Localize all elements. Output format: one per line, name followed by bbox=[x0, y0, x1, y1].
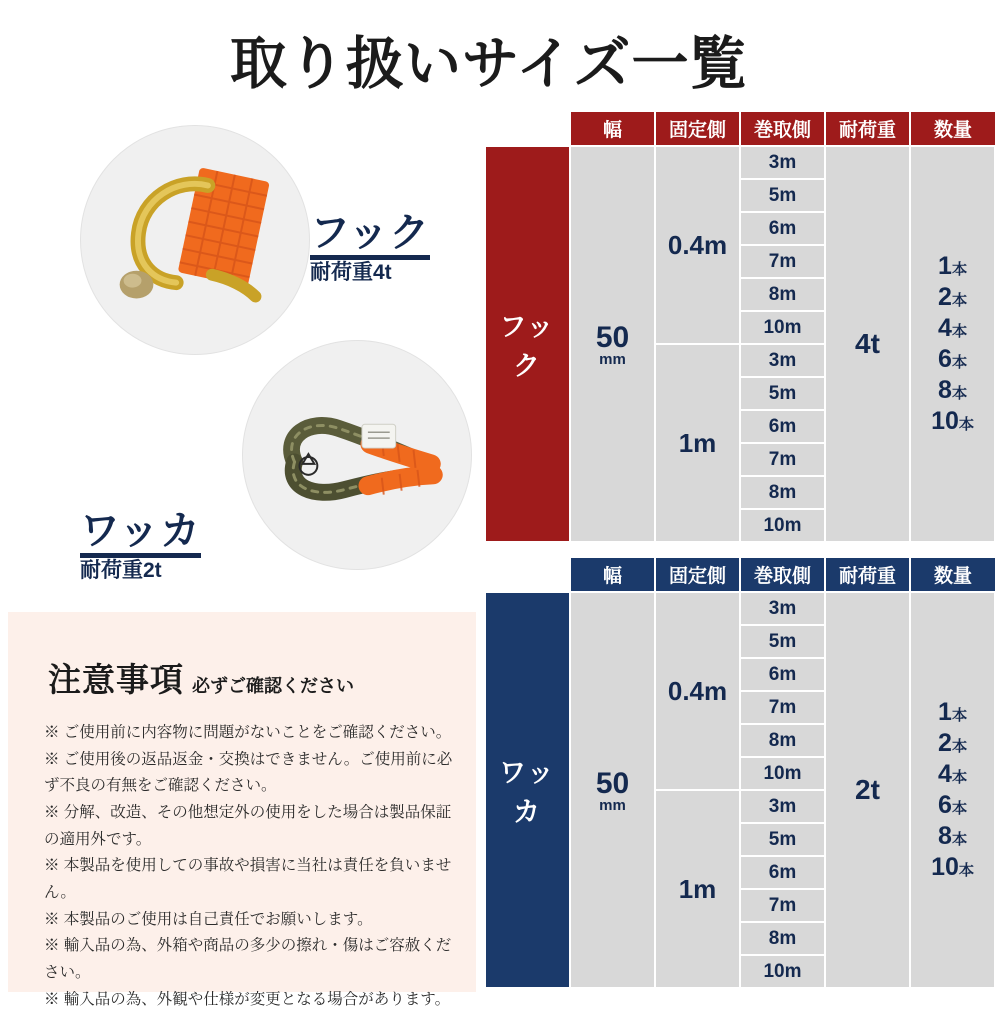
row-length: 3m bbox=[740, 592, 825, 625]
loop-illustration-icon bbox=[243, 341, 471, 569]
table-row bbox=[485, 592, 995, 625]
row-length: 5m bbox=[740, 625, 825, 658]
qty-item: 8本 bbox=[938, 822, 967, 850]
qty-item: 2本 bbox=[938, 283, 967, 311]
row-length: 10m bbox=[740, 311, 825, 344]
page-title: 取り扱いサイズ一覧 bbox=[230, 32, 748, 96]
loop-label-underline bbox=[80, 553, 201, 558]
hook-label-badge bbox=[310, 212, 430, 284]
row-width-value: 50 bbox=[595, 766, 630, 800]
row-length: 7m bbox=[740, 443, 825, 476]
header-spacer bbox=[485, 558, 570, 592]
row-capacity: 4t bbox=[825, 146, 910, 542]
notes-panel bbox=[8, 612, 476, 1008]
row-quantity bbox=[910, 592, 995, 988]
notes-subtitle: 必ずご確認ください bbox=[192, 676, 354, 696]
hook-size-table bbox=[484, 112, 996, 543]
row-type-label: ワッカ bbox=[485, 592, 570, 988]
qty-item: 1本 bbox=[938, 252, 967, 280]
header-takeup-side: 巻取側 bbox=[740, 112, 825, 146]
row-length: 8m bbox=[740, 278, 825, 311]
header-quantity: 数量 bbox=[910, 112, 995, 146]
row-width bbox=[570, 146, 655, 542]
table-row bbox=[485, 146, 995, 179]
header-takeup-side: 巻取側 bbox=[740, 558, 825, 592]
qty-item: 4本 bbox=[938, 760, 967, 788]
row-quantity bbox=[910, 146, 995, 542]
row-fixed-1: 1m bbox=[655, 790, 740, 988]
header-spacer bbox=[485, 112, 570, 146]
product-photo-area bbox=[10, 100, 480, 582]
row-length: 5m bbox=[740, 179, 825, 212]
hook-illustration-icon bbox=[81, 126, 309, 354]
qty-item: 4本 bbox=[938, 314, 967, 342]
header-fixed-side: 固定側 bbox=[655, 558, 740, 592]
table-header-row bbox=[485, 112, 995, 146]
header-width: 幅 bbox=[570, 112, 655, 146]
note-item: ※ ご使用前に内容物に問題がないことをご確認ください。 bbox=[44, 724, 452, 741]
loop-label-title: ワッカ bbox=[80, 509, 201, 553]
header-fixed-side: 固定側 bbox=[655, 112, 740, 146]
header-capacity: 耐荷重 bbox=[825, 112, 910, 146]
row-width bbox=[570, 592, 655, 988]
hook-photo-circle bbox=[80, 125, 310, 355]
row-fixed-1: 1m bbox=[655, 344, 740, 542]
table-header-row bbox=[485, 558, 995, 592]
note-item: ※ 輸入品の為、外観や仕様が変更となる場合があります。 bbox=[44, 990, 451, 1008]
hook-label-title: フック bbox=[310, 211, 431, 255]
qty-item: 6本 bbox=[938, 345, 967, 373]
hook-label-capacity: 耐荷重4t bbox=[310, 261, 392, 284]
row-length: 10m bbox=[740, 757, 825, 790]
qty-item: 1本 bbox=[938, 698, 967, 726]
row-length: 5m bbox=[740, 377, 825, 410]
qty-item: 8本 bbox=[938, 376, 967, 404]
header-quantity: 数量 bbox=[910, 558, 995, 592]
row-fixed-0: 0.4m bbox=[655, 592, 740, 790]
note-item: ※ 輸入品の為、外箱や商品の多少の擦れ・傷はご容赦ください。 bbox=[44, 937, 452, 981]
qty-item: 2本 bbox=[938, 729, 967, 757]
row-capacity: 2t bbox=[825, 592, 910, 988]
row-type-label: フック bbox=[485, 146, 570, 542]
row-width-unit: mm bbox=[599, 350, 626, 368]
loop-label-capacity: 耐荷重2t bbox=[80, 559, 162, 582]
notes-list bbox=[44, 720, 464, 1013]
note-item: ※ 本製品を使用しての事故や損害に当社は責任を負いません。 bbox=[44, 857, 452, 901]
hook-label-underline bbox=[310, 255, 430, 260]
row-length: 7m bbox=[740, 889, 825, 922]
row-fixed-0: 0.4m bbox=[655, 146, 740, 344]
row-length: 7m bbox=[740, 691, 825, 724]
row-length: 3m bbox=[740, 146, 825, 179]
header-capacity: 耐荷重 bbox=[825, 558, 910, 592]
qty-item: 10本 bbox=[931, 407, 974, 435]
row-length: 8m bbox=[740, 922, 825, 955]
row-length: 10m bbox=[740, 509, 825, 542]
notes-title: 注意事項 bbox=[48, 661, 184, 698]
qty-item: 10本 bbox=[931, 853, 974, 881]
row-length: 6m bbox=[740, 856, 825, 889]
row-length: 6m bbox=[740, 410, 825, 443]
note-item: ※ ご使用後の返品返金・交換はできません。ご使用前に必ず不良の有無をご確認ください。 bbox=[44, 750, 453, 795]
row-length: 6m bbox=[740, 658, 825, 691]
row-length: 6m bbox=[740, 212, 825, 245]
qty-item: 6本 bbox=[938, 791, 967, 819]
row-length: 5m bbox=[740, 823, 825, 856]
row-width-value: 50 bbox=[595, 320, 630, 354]
loop-photo-circle bbox=[242, 340, 472, 570]
row-length: 7m bbox=[740, 245, 825, 278]
row-length: 8m bbox=[740, 724, 825, 757]
row-length: 8m bbox=[740, 476, 825, 509]
row-width-unit: mm bbox=[599, 796, 626, 814]
loop-label-badge bbox=[80, 510, 201, 582]
row-length: 10m bbox=[740, 955, 825, 988]
note-item: ※ 本製品のご使用は自己責任でお願いします。 bbox=[44, 910, 373, 928]
header-width: 幅 bbox=[570, 558, 655, 592]
note-item: ※ 分解、改造、その他想定外の使用をした場合は製品保証の適用外です。 bbox=[44, 803, 452, 848]
row-length: 3m bbox=[740, 344, 825, 377]
row-length: 3m bbox=[740, 790, 825, 823]
loop-size-table bbox=[484, 558, 996, 989]
notes-heading bbox=[48, 654, 354, 701]
